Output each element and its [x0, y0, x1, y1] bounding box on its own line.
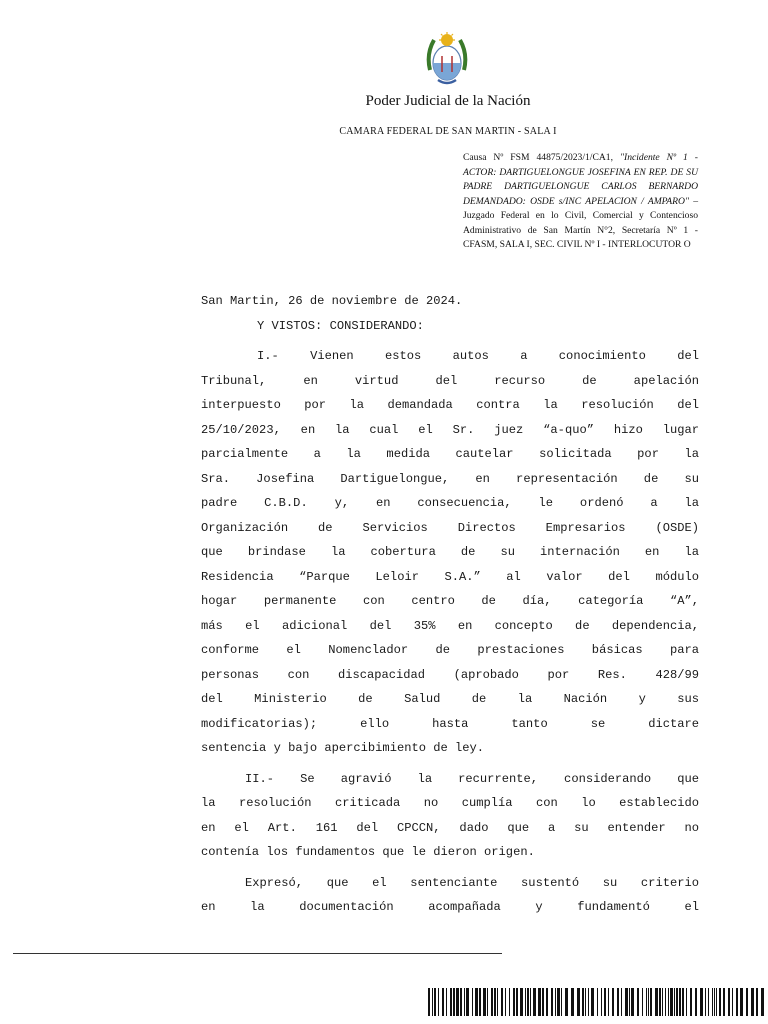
paragraph-line: 25/10/2023, en la cual el Sr. juez “a-quo” hizo lugar — [201, 422, 699, 437]
paragraph-line: del Ministerio de Salud de la Nación y sus — [201, 692, 699, 706]
paragraph-line: parcialmente a la medida cautelar solicitada por la — [201, 447, 699, 461]
paragraph-line: Sra. Josefina Dartiguelongue, en representación de su — [201, 471, 699, 486]
resolution-body — [201, 289, 699, 920]
case-caption — [463, 151, 698, 253]
paragraph-2 — [201, 767, 699, 865]
footnote-divider — [13, 953, 502, 954]
paragraph-3 — [201, 871, 699, 920]
vistos-heading: Y VISTOS: CONSIDERANDO: — [257, 318, 424, 333]
date-line: San Martin, 26 de noviembre de 2024. — [201, 294, 463, 308]
coat-of-arms-icon — [424, 30, 470, 86]
paragraph-line: Tribunal, en virtud del recurso de apelación — [201, 373, 699, 388]
chamber-name: CAMARA FEDERAL DE SAN MARTIN - SALA I — [339, 126, 557, 137]
paragraph-line: conforme el Nomenclador de prestaciones básicas para — [201, 643, 699, 657]
paragraph-line: Expresó, que el sentenciante sustentó su criterio — [245, 875, 699, 890]
paragraph-line: padre C.B.D. y, en consecuencia, le ordenó a la — [201, 496, 699, 510]
paragraph-line: la resolución criticada no cumplía con lo establecido — [201, 796, 699, 810]
paragraph-line: I.- Vienen estos autos a conocimiento del — [257, 349, 699, 363]
case-number: Causa Nº FSM 44875/2023/1/CA1, — [463, 152, 620, 163]
paragraph-1 — [201, 344, 699, 761]
paragraph-line: en el Art. 161 del CPCCN, dado que a su entender no — [201, 820, 699, 835]
paragraph-line: sentencia y bajo apercibimiento de ley. — [201, 741, 485, 755]
paragraph-line: personas con discapacidad (aprobado por Res. 428/99 — [201, 667, 699, 682]
paragraph-line: interpuesto por la demandada contra la resolución del — [201, 398, 699, 412]
case-title: "Incidente Nº 1 - ACTOR: DARTIGUELONGUE JOSEFINA EN REP. DE SU PADRE DARTIGUELONGUE CARLOS BERNARDO DEMANDADO: OSDE s/INC APELACION / AMPARO" — [463, 152, 698, 207]
court-name: Poder Judicial de la Nación — [365, 93, 531, 109]
paragraph-line: II.- Se agravió la recurrente, considerando que — [245, 771, 699, 786]
paragraph-line: en la documentación acompañada y fundamentó el — [201, 900, 699, 914]
paragraph-line: modificatorias); ello hasta tanto se dictare — [201, 716, 699, 731]
paragraph-line: hogar permanente con centro de día, categoría “A”, — [201, 594, 699, 608]
barcode-icon — [428, 988, 768, 1016]
paragraph-line: Residencia “Parque Leloir S.A.” al valor del módulo — [201, 569, 699, 584]
paragraph-line: contenía los fundamentos que le dieron origen. — [201, 845, 535, 859]
case-court: – Juzgado Federal en lo Civil, Comercial y Contencioso Administrativo de San Martín N°2, Secretaría Nº 1 - CFASM, SALA I, SEC. CIVIL Nº I - INTERLOCUTOR O — [463, 195, 698, 250]
paragraph-line: que brindase la cobertura de su internación en la — [201, 545, 699, 559]
paragraph-line: Organización de Servicios Directos Empresarios (OSDE) — [201, 520, 699, 535]
paragraph-line: más el adicional del 35% en concepto de dependencia, — [201, 618, 699, 633]
